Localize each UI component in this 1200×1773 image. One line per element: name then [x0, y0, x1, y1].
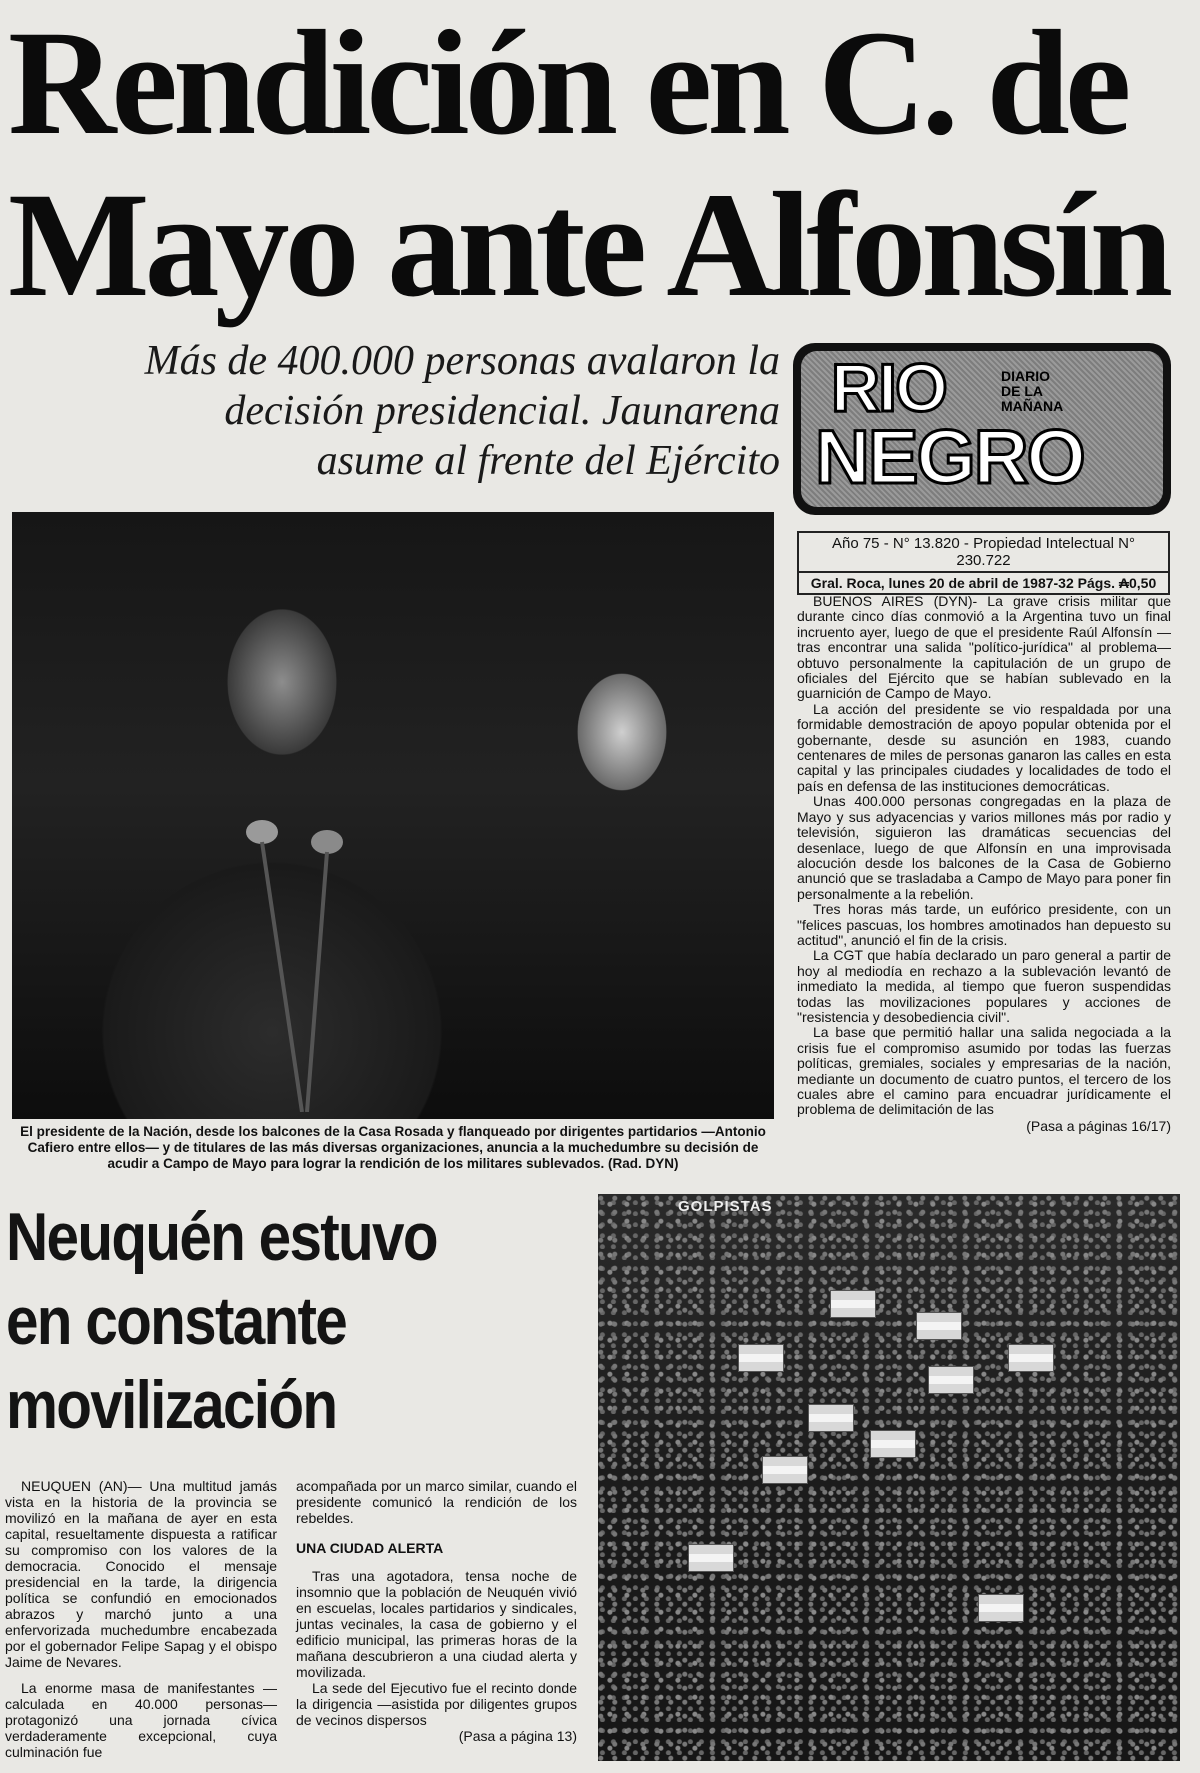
flag-icon — [738, 1344, 784, 1372]
masthead-tagline-2: DE LA — [1001, 383, 1043, 399]
main-deck — [60, 336, 780, 486]
crowd-photo — [598, 1194, 1180, 1761]
dateline: Gral. Roca, lunes 20 de abril de 1987-32 Págs. ₳0,50 — [810, 575, 1157, 591]
deck-line3: asume al frente del Ejército — [316, 438, 780, 484]
flag-icon — [808, 1404, 854, 1432]
flag-icon — [762, 1456, 808, 1484]
microphone-icon — [232, 812, 352, 1112]
second-headline-line3: movilización — [6, 1367, 337, 1443]
flag-icon — [978, 1594, 1024, 1622]
lead-paragraph: Unas 400.000 personas congregadas en la plaza de Mayo y sus adyacencias y varios millones más por radio y televisión, siguieron las dramáticas secuencias del desenlace, luego de que Alfonsín en una improvisada alocución desde los balcones de la Casa de Gobierno anunció que se trasladaba a Campo de Mayo para poner fin personalmente a la rebelión. — [797, 793, 1171, 902]
flag-icon — [870, 1430, 916, 1458]
second-story-continued: (Pasa a página 13) — [458, 1728, 577, 1744]
lead-paragraph: La CGT que había declarado un paro general a partir de hoy al mediodía en rechazo a la sublevación levantó de inmediato la medida, al tiempo que fueron suspendidas todas las movilizaciones populares y acciones de "resistencia y desobediencia civil". — [797, 947, 1171, 1025]
second-story-column-2 — [296, 1478, 577, 1744]
masthead-word-negro: NEGRO — [815, 415, 1084, 500]
masthead-tagline — [1001, 369, 1063, 414]
issue-info-box — [797, 531, 1170, 595]
second-story-column-1 — [5, 1478, 277, 1760]
crowd-photo-banner: GOLPISTAS — [678, 1198, 773, 1215]
flag-icon — [928, 1366, 974, 1394]
lead-paragraph: BUENOS AIRES (DYN)- La grave crisis militar que durante cinco días conmovió a la Argentina tuvo un final incruento ayer, luego de que el presidente Raúl Alfonsín —tras encontrar una salida "político-jurídica" al problema— obtuvo personalmente la capitulación de un grupo de oficiales del Ejército que se habían sublevado en la guarnición de Campo de Mayo. — [797, 593, 1171, 702]
lead-paragraph: La base que permitió hallar una salida negociada a la crisis fue el compromiso asumido por todas las fuerzas políticas, gremiales, sociales y empresarias de la nación, mediante un documento de cuatro puntos, el tercero de los cuales abre el camino para encuadrar jurídicamente el problema de delimitación de las — [797, 1024, 1171, 1118]
main-headline-line1: Rendición en C. de — [8, 0, 1127, 166]
lead-paragraph: Tres horas más tarde, un eufórico presidente, con un "felices pascuas, los hombres amotinados han depuesto su actitud", anunció el fin de la crisis. — [797, 901, 1171, 948]
masthead-logo-panel — [801, 351, 1163, 507]
masthead-logo — [793, 343, 1171, 515]
main-headline — [8, 2, 1193, 326]
second-story-paragraph: La enorme masa de manifestantes —calculada en 40.000 personas— protagonizó una jornada cívica verdaderamente excepcional, cuya culminación fue — [5, 1680, 277, 1760]
second-headline-line1: Neuquén estuvo — [6, 1199, 437, 1275]
deck-line1: Más de 400.000 personas avalaron la — [144, 338, 780, 384]
masthead-word-rio: RIO — [831, 351, 946, 426]
deck-line2: decisión presidencial. Jaunarena — [224, 388, 780, 434]
masthead-tagline-1: DIARIO — [1001, 368, 1050, 384]
second-story-paragraph: NEUQUEN (AN)— Una multitud jamás vista en la historia de la provincia se movilizó en la mañana de ayer en esta capital, resueltamente dispuesta a ratificar su compromiso con los valores de la democracia. Conocido el mensaje presidencial en la tarde, la dirigencia política se confundió en emocionados abrazos y marchó junto a una enfervorizada muchedumbre encabezada por el gobernador Felipe Sapag y el obispo Jaime de Nevares. — [5, 1478, 277, 1670]
flag-icon — [916, 1312, 962, 1340]
lead-story-body — [797, 594, 1171, 1134]
main-headline-line2: Mayo ante Alfonsín — [8, 162, 1169, 328]
second-story-paragraph: Tras una agotadora, tensa noche de insomnio que la población de Neuquén vivió en escuelas, locales partidarios y sindicales, juntas vecinales, la casa de gobierno y el edificio municipal, las primeras horas de la mañana descubrieron a una ciudad alerta y movilizada. — [296, 1568, 577, 1680]
lead-photo-caption: El presidente de la Nación, desde los balcones de la Casa Rosada y flanqueado por dirigentes partidarios —Antonio Cafiero entre ellos— y de titulares de las más diversas organizaciones, anuncia a la muchedumbre su decisión de acudir a Campo de Mayo para lograr la rendición de los militares sublevados. (Rad. DYN) — [20, 1124, 766, 1171]
flag-icon — [830, 1290, 876, 1318]
second-story-paragraph: La sede del Ejecutivo fue el recinto donde la dirigencia —asistida por diligentes grupos de vecinos dispersos — [296, 1680, 577, 1728]
lead-photo — [12, 512, 774, 1119]
issue-number: Año 75 - N° 13.820 - Propiedad Intelectual N° 230.722 — [799, 533, 1168, 573]
second-headline — [6, 1195, 488, 1447]
flag-icon — [688, 1544, 734, 1572]
flag-icon — [1008, 1344, 1054, 1372]
second-headline-line2: en constante — [6, 1283, 347, 1359]
lead-continued: (Pasa a páginas 16/17) — [1026, 1117, 1171, 1134]
masthead-tagline-3: MAÑANA — [1001, 398, 1064, 414]
second-story-subhead: UNA CIUDAD ALERTA — [296, 1540, 444, 1556]
second-story-paragraph: acompañada por un marco similar, cuando el presidente comunicó la rendición de los rebeldes. — [296, 1478, 577, 1526]
lead-paragraph: La acción del presidente se vio respaldada por una formidable demostración de apoyo popular obtenida por el gobernante, desde su asunción en 1983, cuando centenares de miles de personas ganaron las calles en esta capital y las principales ciudades y localidades de todo el país en defensa de las instituciones democráticas. — [797, 700, 1171, 794]
